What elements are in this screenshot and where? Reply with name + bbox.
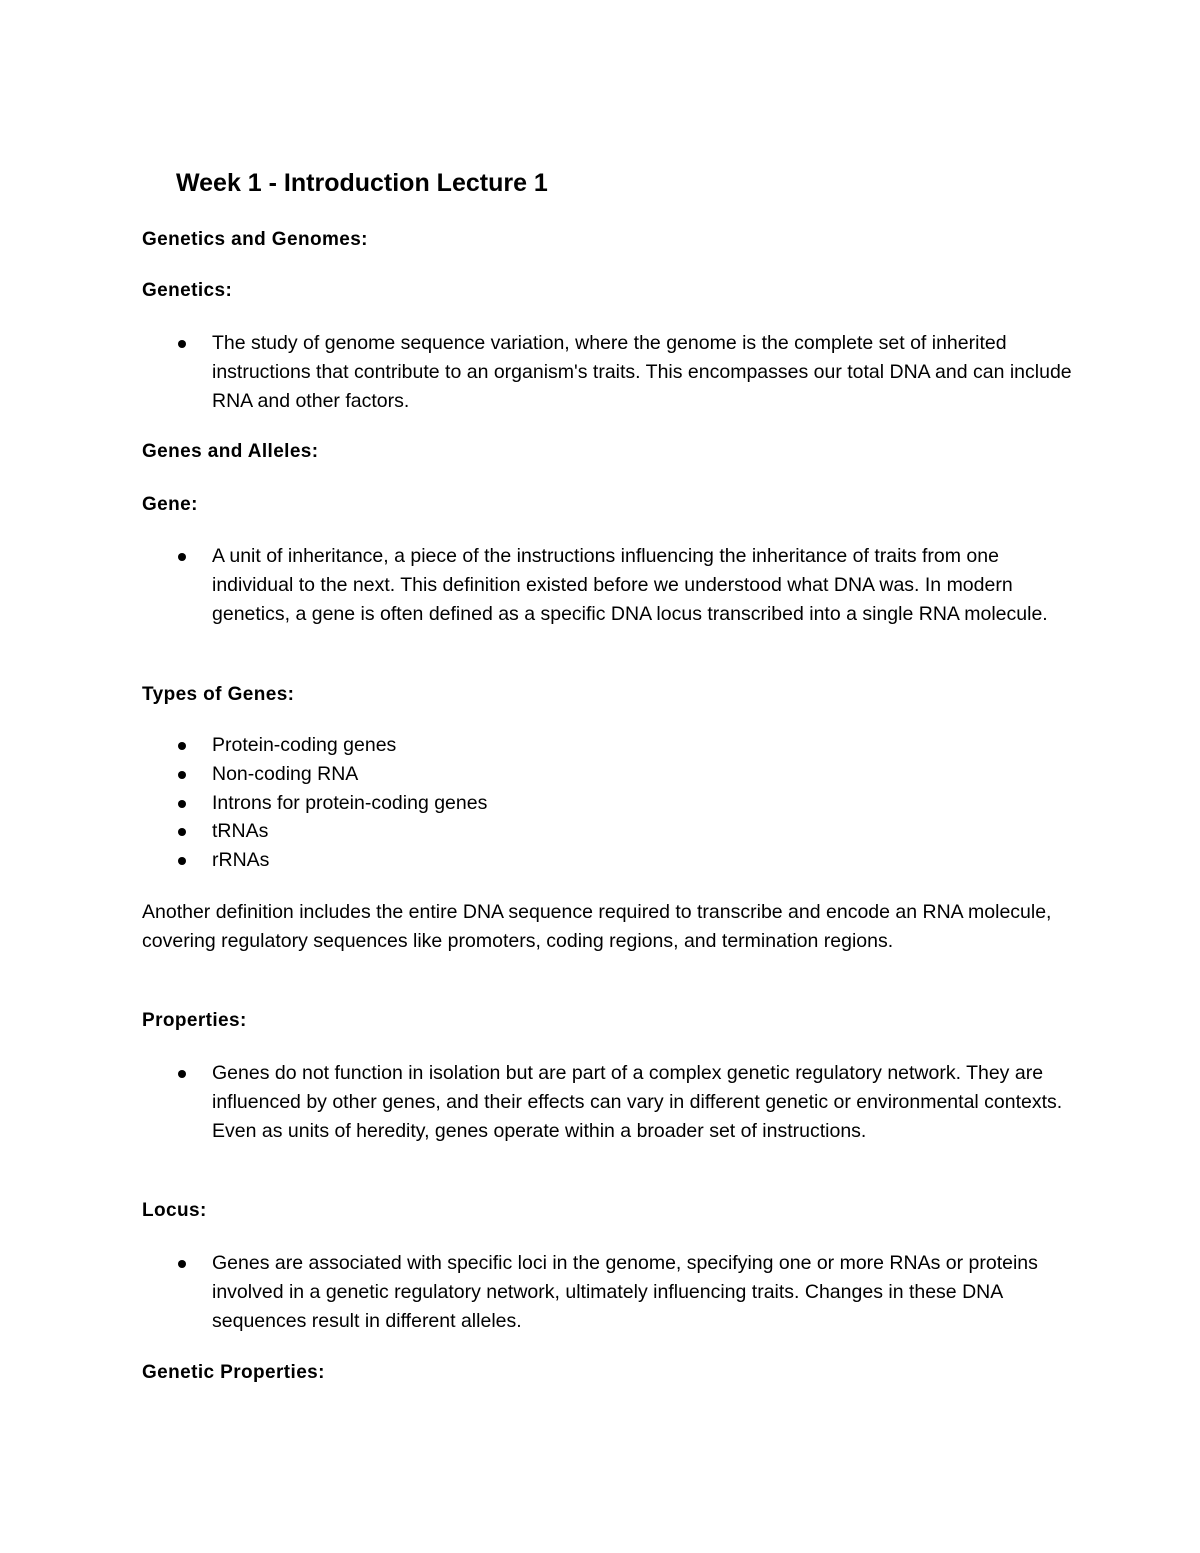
bullet-icon [178,771,186,779]
heading-types-of-genes: Types of Genes: [142,684,295,705]
list-item [0,817,1072,846]
another-definition-paragraph: Another definition includes the entire DNA sequence required to transcribe and encode an RNA molecule, covering regulatory sequences like promoters, coding regions, and termination regions. [142,901,1052,952]
list-item [0,846,1072,875]
list-item [0,760,1072,789]
list-item [0,731,1072,760]
bullet-icon [178,553,186,561]
list-item [0,1059,1072,1145]
genetics-bullet-list [0,329,1072,415]
bullet-icon [178,340,186,348]
bullet-icon [178,800,186,808]
list-item [0,329,1072,415]
list-item-text: Introns for protein-coding genes [212,791,488,814]
heading-properties: Properties: [142,1010,247,1031]
bullet-icon [178,742,186,750]
heading-genetics-and-genomes: Genetics and Genomes: [142,229,368,250]
heading-locus: Locus: [142,1200,207,1221]
heading-genetic-properties: Genetic Properties: [142,1362,325,1383]
bullet-icon [178,828,186,836]
types-of-genes-bullet-list [0,731,1072,875]
bullet-icon [178,1260,186,1268]
heading-genes-and-alleles: Genes and Alleles: [142,441,319,462]
list-item-text: tRNAs [212,820,269,843]
list-item-text: Non-coding RNA [212,762,359,785]
list-item-text: Protein-coding genes [212,734,397,756]
list-item-text: Genes do not function in isolation but are part of a complex genetic regulatory network. They are influenced by other genes, and their effects can vary in different genetic or environmental contexts. Even as units of heredity, genes operate within a broader set of instructions. [212,1062,1063,1142]
list-item-text: The study of genome sequence variation, where the genome is the complete set of inherited instructions that contribute to an organism's traits. This encompasses our total DNA and can include RNA and other factors. [212,332,1072,412]
list-item [0,1249,1072,1335]
list-item-text: Genes are associated with specific loci in the genome, specifying one or more RNAs or proteins involved in a genetic regulatory network, ultimately influencing traits. Changes in these DNA sequences result in different alleles. [212,1252,1038,1332]
list-item-text: A unit of inheritance, a piece of the instructions influencing the inheritance of traits from one individual to the next. This definition existed before we understood what DNA was. In modern genetics, a gene is often defined as a specific DNA locus transcribed into a single RNA molecule. [212,545,1048,625]
bullet-icon [178,1070,186,1078]
bullet-icon [178,857,186,865]
document-title: Week 1 - Introduction Lecture 1 [176,169,548,197]
list-item-text: rRNAs [212,849,270,872]
properties-bullet-list [0,1059,1072,1145]
heading-gene: Gene: [142,494,198,515]
list-item [0,789,1072,818]
gene-bullet-list [0,542,1072,628]
heading-genetics: Genetics: [142,280,233,301]
locus-bullet-list [0,1249,1072,1335]
list-item [0,542,1072,628]
